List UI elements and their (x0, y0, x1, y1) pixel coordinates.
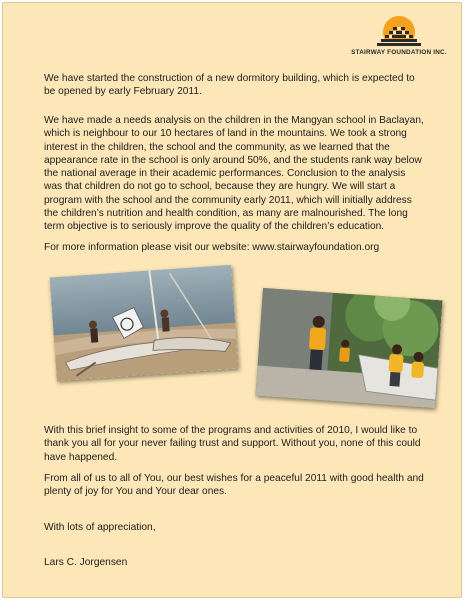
paragraph-best-wishes: From all of us to all of You, our best wishes for a peaceful 2011 with good health and plenty of joy for You and Your dear ones. (44, 473, 424, 498)
stairway-foundation-logo (349, 15, 449, 63)
letter-page (2, 2, 462, 598)
paragraph-needs-analysis: We have made a needs analysis on the children in the Mangyan school in Baclayan, which is neighbour to our 10 hectares of land in the mountains. We took a strong interest in the children, the school and the community, as we learned that the appearance rate in the school is only around 50%, and the students rank way below the national average in their academic performances. Conclusion to the analysis was that children do not go to school, because they are hungry. We will start a program with the school and the community early 2011, which will initially address the children’s nutrition and health condition, as many are malnourished. The long term objective is to seriously improve the quality of the children’s education. (44, 115, 424, 233)
logo-org-name: STAIRWAY FOUNDATION INC. (351, 49, 447, 56)
photo-boats-on-beach (50, 265, 239, 381)
signature-name: Lars C. Jorgensen (44, 557, 128, 568)
closing-line: With lots of appreciation, (44, 522, 156, 533)
sunrise-stairway-icon (373, 15, 425, 49)
paragraph-dormitory: We have started the construction of a new dormitory building, which is expected to be opened by early February 2011. (44, 73, 415, 98)
paragraph-website: For more information please visit our website: www.stairwayfoundation.org (44, 242, 380, 253)
photo-children-life-vests (255, 288, 442, 408)
paragraph-thank-you: With this brief insight to some of the programs and activities of 2010, I would like to thank you all for your never failing trust and support. Without you, none of this could have happened. (44, 425, 421, 463)
